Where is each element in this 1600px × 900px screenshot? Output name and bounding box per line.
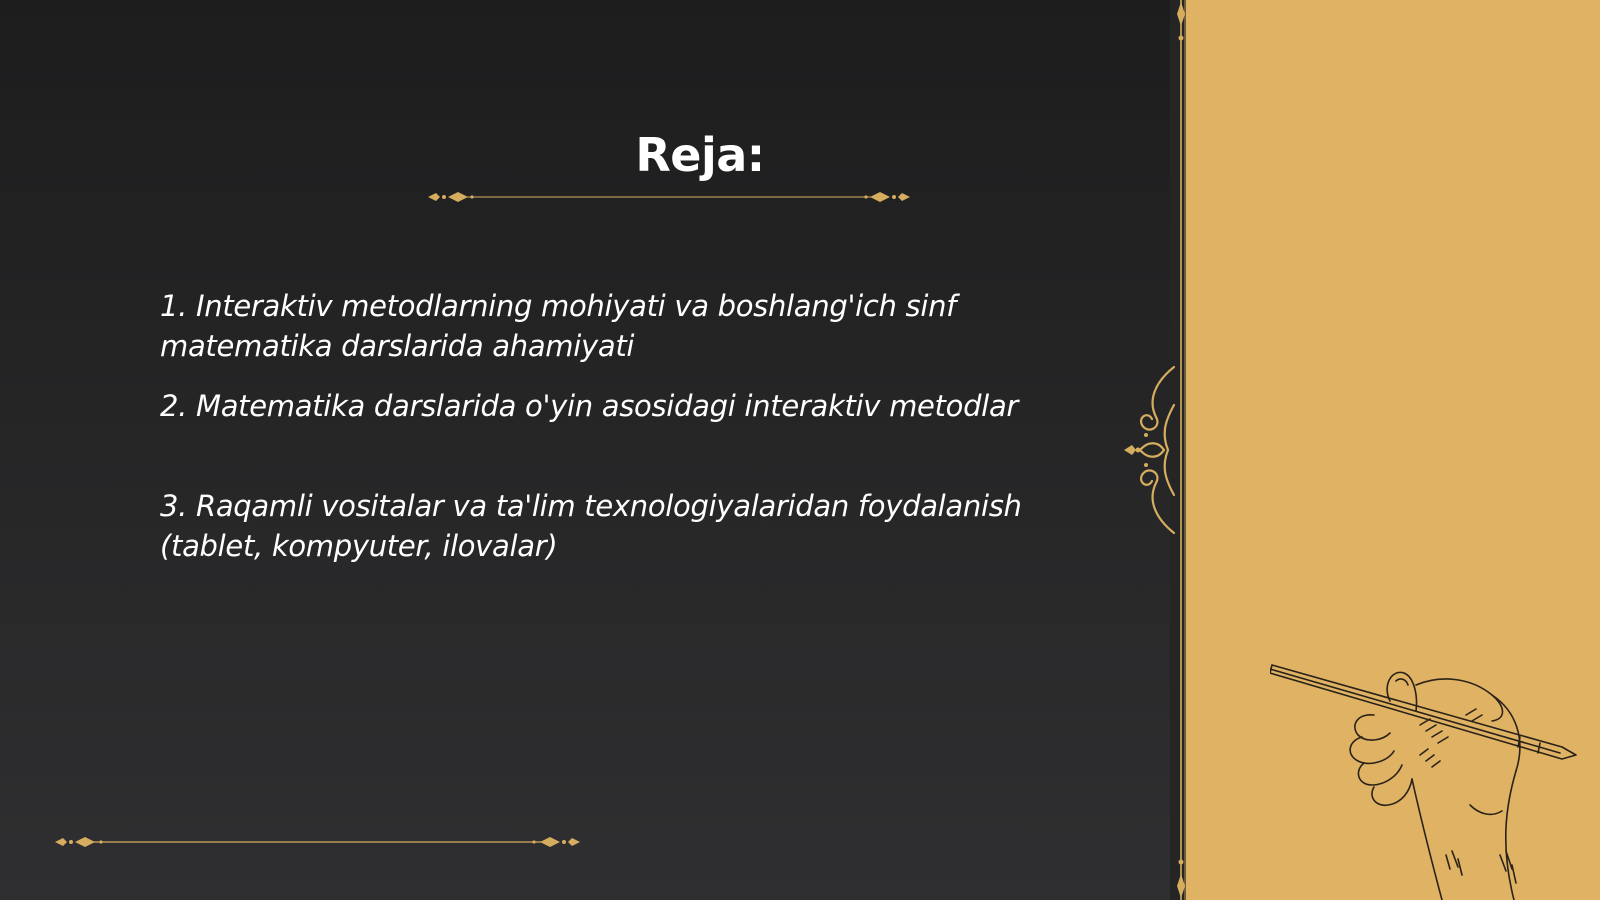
title-underline-ornament: [428, 186, 910, 208]
bottom-ornament-rule: [55, 831, 580, 853]
plan-item-3: 3. Raqamli vositalar va ta'lim texnologiyalaridan foydalanish (tablet, kompyuter, ilovalar): [160, 489, 1022, 563]
hand-holding-pen-icon: [1270, 655, 1600, 900]
plan-item-2: 2. Matematika darslarida o'yin asosidagi interaktiv metodlar: [160, 389, 1019, 423]
plan-item-1: 1. Interaktiv metodlarning mohiyati va boshlang'ich sinf matematika darslarida ahamiyati: [160, 289, 957, 363]
slide-title: Reja:: [635, 128, 765, 182]
plan-list: [160, 286, 1080, 566]
flourish-ornament-icon: [1118, 365, 1178, 535]
